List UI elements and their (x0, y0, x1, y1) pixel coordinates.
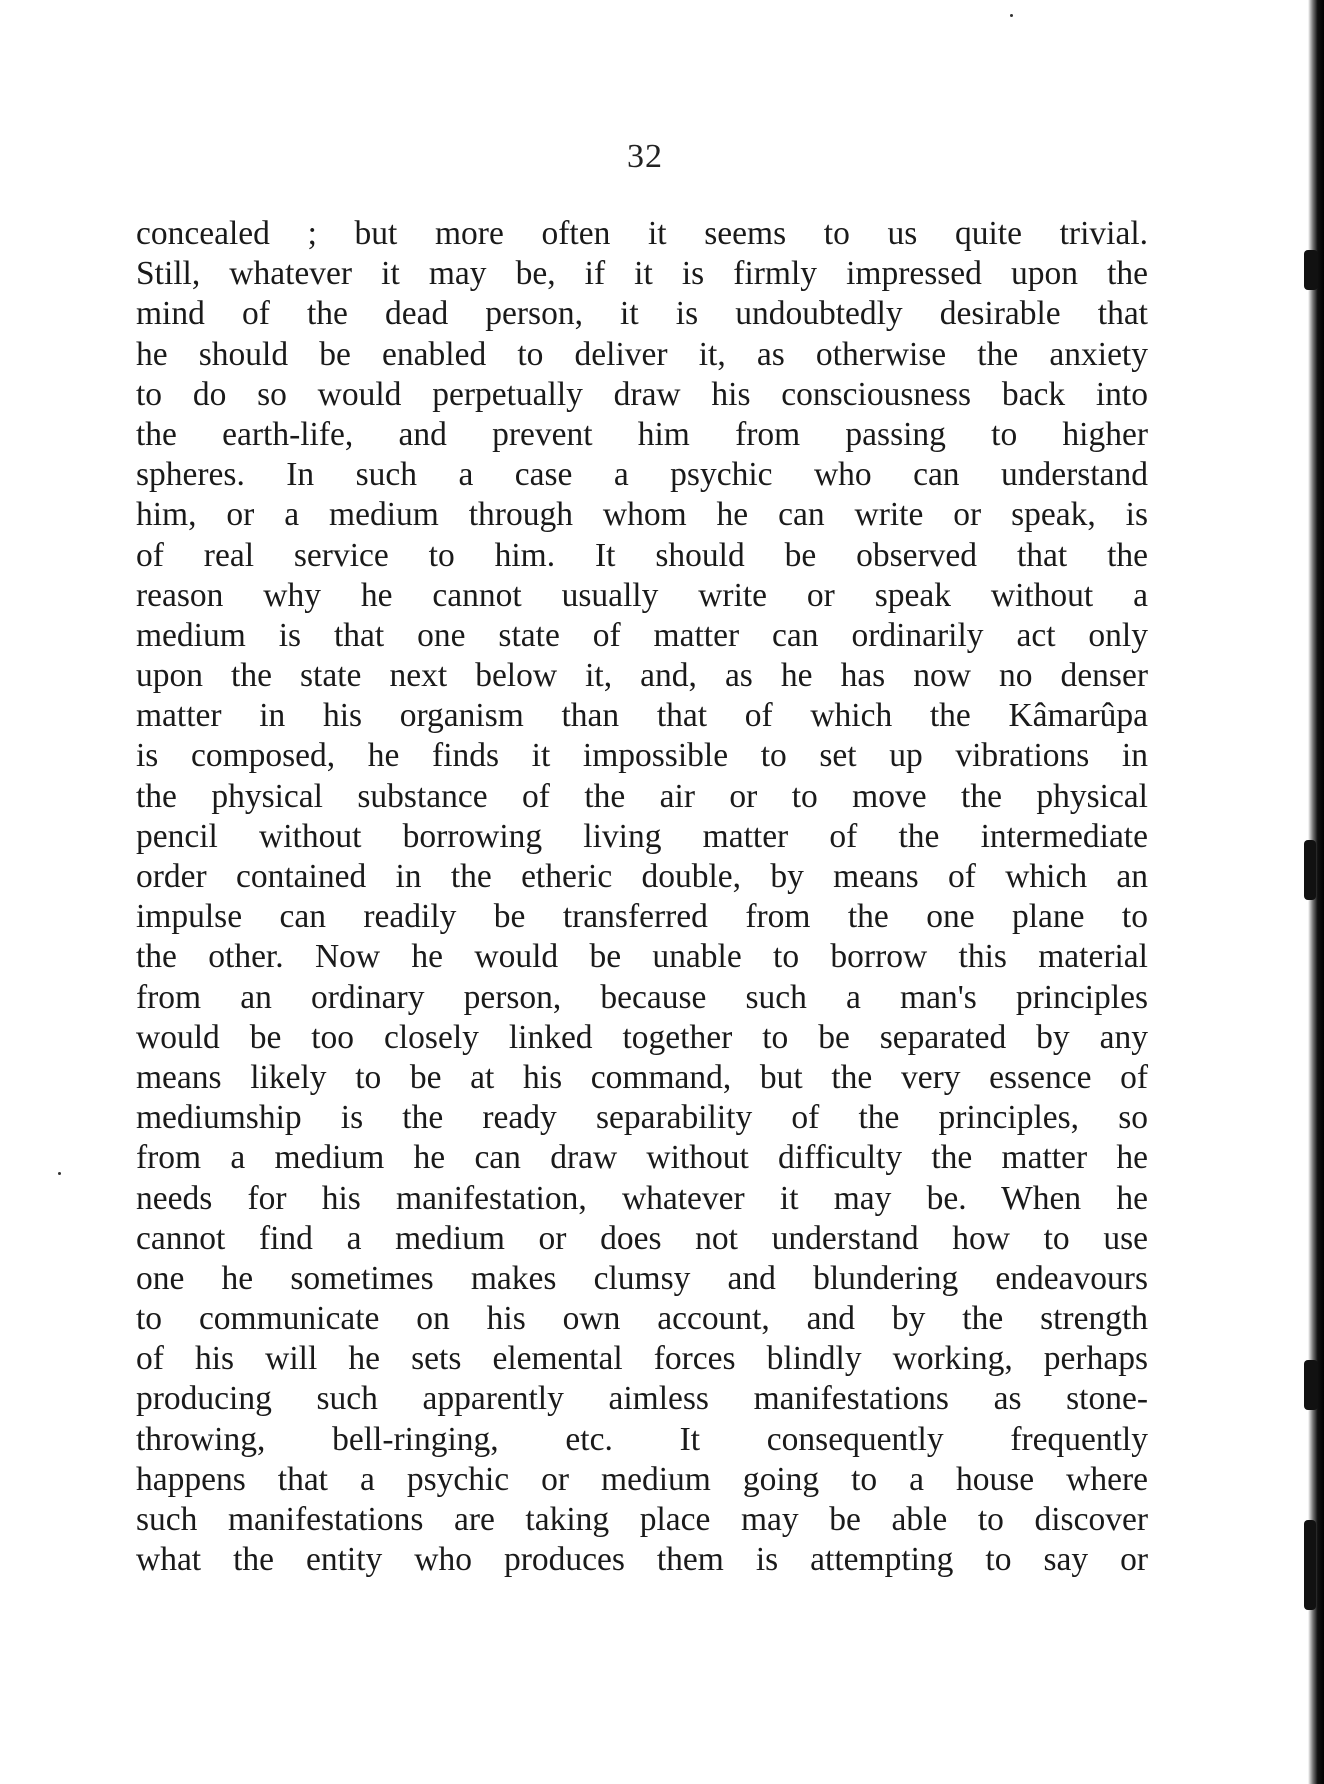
text-line: matter in his organism than that of which the Kâmarûpa (136, 697, 1148, 735)
text-line: mediumship is the ready separability of the principles, so (136, 1099, 1148, 1137)
text-line: is composed, he finds it impossible to set up vibrations in (136, 737, 1148, 775)
text-line: from an ordinary person, because such a man's principles (136, 978, 1148, 1016)
text-line: means likely to be at his command, but the very essence of (136, 1058, 1148, 1096)
text-line: concealed ; but more often it seems to us quite trivial. (136, 215, 1148, 252)
text-line: one he sometimes makes clumsy and blundering endeavours (136, 1259, 1148, 1297)
text-line: such manifestations are taking place may be able to discover (136, 1501, 1148, 1538)
text-line: mind of the dead person, it is undoubtedly desirable that (136, 295, 1148, 333)
text-line: him, or a medium through whom he can write or speak, is (136, 496, 1148, 534)
text-line: impulse can readily be transferred from the one plane to (136, 898, 1148, 936)
text-line: the earth-life, and prevent him from passing to higher (136, 415, 1148, 453)
text-line: needs for his manifestation, whatever it may be. When he (136, 1179, 1148, 1217)
text-line: throwing, bell-ringing, etc. It consequently frequently (136, 1420, 1148, 1458)
text-line: of his will he sets elemental forces blindly working, perhaps (136, 1340, 1148, 1378)
text-line: upon the state next below it, and, as he has now no denser (136, 657, 1148, 695)
text-line: the physical substance of the air or to move the physical (136, 777, 1148, 815)
text-line: what the entity who produces them is attempting to say or (136, 1541, 1148, 1579)
text-line: to do so would perpetually draw his consciousness back into (136, 375, 1148, 413)
binding-edge-mark (1304, 840, 1316, 900)
speck (58, 1172, 61, 1175)
text-line: Still, whatever it may be, if it is firmly impressed upon the (136, 255, 1148, 293)
text-line: producing such apparently aimless manifestations as stone- (136, 1380, 1148, 1418)
binding-edge-mark (1304, 1520, 1316, 1610)
text-line: of real service to him. It should be observed that the (136, 536, 1148, 574)
text-line: medium is that one state of matter can ordinarily act only (136, 616, 1148, 654)
text-line: spheres. In such a case a psychic who can understand (136, 456, 1148, 494)
text-line: he should be enabled to deliver it, as otherwise the anxiety (136, 335, 1148, 373)
text-line: to communicate on his own account, and by the strength (136, 1300, 1148, 1338)
binding-edge-mark (1304, 250, 1318, 290)
binding-edge-mark (1304, 1360, 1318, 1410)
text-line: cannot find a medium or does not understand how to use (136, 1219, 1148, 1257)
text-line: happens that a psychic or medium going to a house where (136, 1460, 1148, 1498)
body-text (136, 214, 1148, 1580)
text-line: from a medium he can draw without difficulty the matter he (136, 1139, 1148, 1177)
text-line: order contained in the etheric double, by means of which an (136, 858, 1148, 895)
text-line: reason why he cannot usually write or speak without a (136, 576, 1148, 614)
speck (1010, 14, 1013, 17)
page-number: 32 (627, 138, 663, 175)
text-line: the other. Now he would be unable to borrow this material (136, 938, 1148, 976)
text-line: would be too closely linked together to be separated by any (136, 1018, 1148, 1056)
text-line: pencil without borrowing living matter of the intermediate (136, 817, 1148, 855)
